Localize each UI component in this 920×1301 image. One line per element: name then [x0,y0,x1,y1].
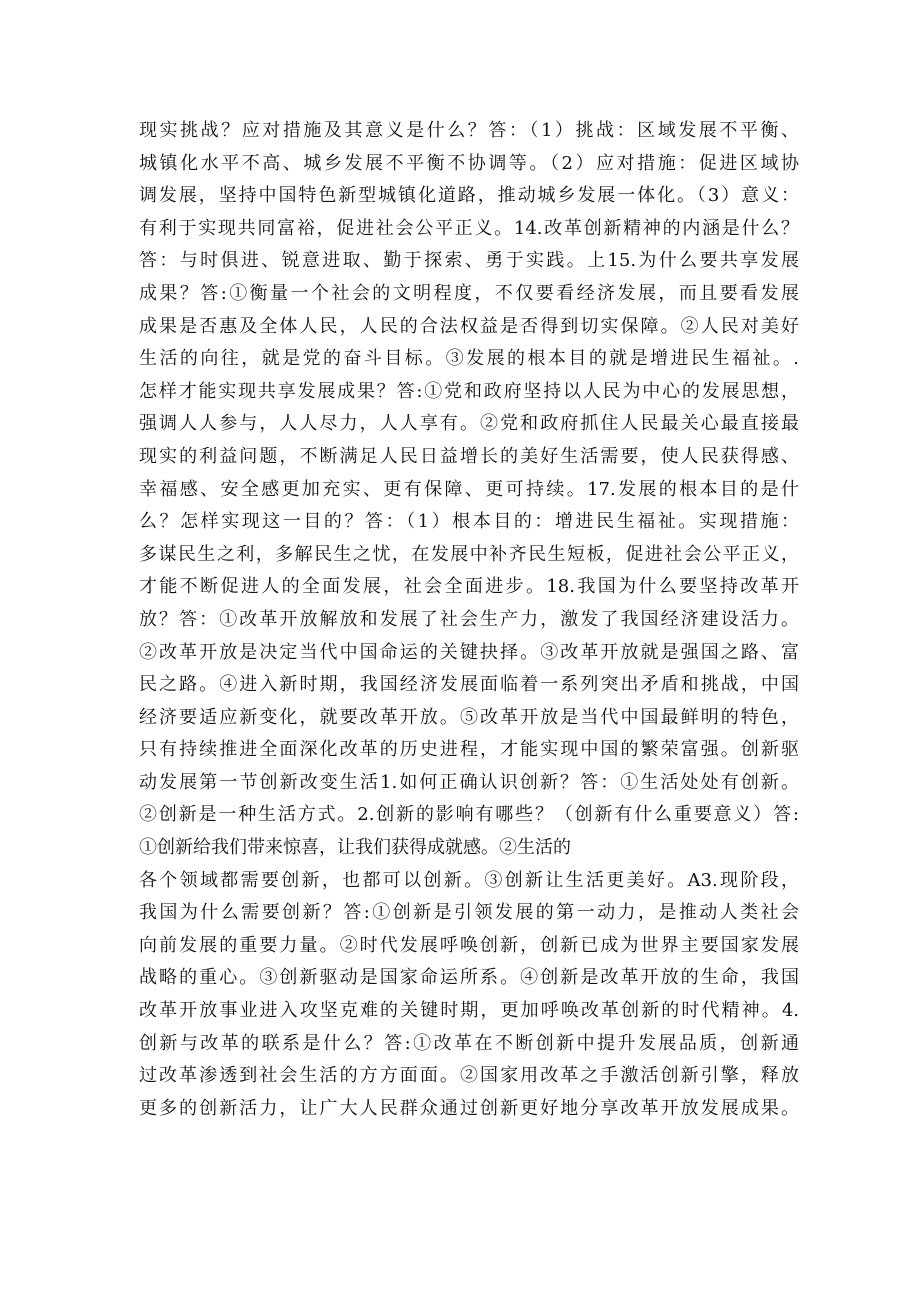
text-line: 放？答：①改革开放解放和发展了社会生产力，激发了我国经济建设活力。 [139,608,799,630]
text-line: 城镇化水平不高、城乡发展不平衡不协调等。（2）应对措施：促进区域协 [139,152,799,174]
text-line: 现实的利益问题，不断满足人民日益增长的美好生活需要，使人民获得感、 [139,445,799,467]
text-line: 战略的重心。③创新驱动是国家命运所系。④创新是改革开放的生命，我国 [139,967,799,989]
text-line: 现实挑战？应对措施及其意义是什么？答：（1）挑战：区域发展不平衡、 [139,120,799,141]
text-line: ②改革开放是决定当代中国命运的关键抉择。③改革开放就是强国之路、富 [139,641,799,663]
text-line: 调发展，坚持中国特色新型城镇化道路，推动城乡发展一体化。（3）意义： [139,185,799,207]
text-line: 怎样才能实现共享发展成果？答:①党和政府坚持以人民为中心的发展思想， [139,380,799,402]
text-line: 么？怎样实现这一目的？答：（1）根本目的：增进民生福祉。实现措施： [139,511,799,533]
text-line: 向前发展的重要力量。②时代发展呼唤创新，创新已成为世界主要国家发展 [139,934,799,956]
text-line: 成果是否惠及全体人民，人民的合法权益是否得到切实保障。②人民对美好 [139,315,799,337]
text-line: 只有持续推进全面深化改革的历史进程，才能实现中国的繁荣富强。创新驱 [139,739,799,761]
text-line: 有利于实现共同富裕，促进社会公平正义。14.改革创新精神的内涵是什么？ [139,217,799,239]
text-line: 民之路。④进入新时期，我国经济发展面临着一系列突出矛盾和挑战，中国 [139,674,799,696]
text-line: 更多的创新活力，让广大人民群众通过创新更好地分享改革开放发展成果。 [139,1097,799,1119]
document-body [139,115,799,1125]
text-line: 成果？答:①衡量一个社会的文明程度，不仅要看经济发展，而且要看发展 [139,282,799,304]
text-line: 答：与时俱进、锐意进取、勤于探索、勇于实践。上15.为什么要共享发展 [139,250,799,272]
text-line: 幸福感、安全感更加充实、更有保障、更可持续。17.发展的根本目的是什 [139,478,799,500]
text-line: 各个领域都需要创新，也都可以创新。③创新让生活更美好。A3.现阶段， [139,869,799,891]
text-line: 经济要适应新变化，就要改革开放。⑤改革开放是当代中国最鲜明的特色， [139,706,799,728]
text-line: 过改革渗透到社会生活的方方面面。②国家用改革之手激活创新引擎，释放 [139,1065,799,1087]
text-line: 才能不断促进人的全面发展，社会全面进步。18.我国为什么要坚持改革开 [139,576,799,598]
text-line: ①创新给我们带来惊喜，让我们获得成就感。②生活的 [139,837,571,859]
text-line: 创新与改革的联系是什么？答:①改革在不断创新中提升发展品质，创新通 [139,1032,799,1054]
text-line: ②创新是一种生活方式。2.创新的影响有哪些？（创新有什么重要意义）答: [139,804,799,826]
text-line: 多谋民生之利，多解民生之忧，在发展中补齐民生短板，促进社会公平正义， [139,543,799,565]
text-line: 强调人人参与，人人尽力，人人享有。②党和政府抓住人民最关心最直接最 [139,413,799,435]
text-line: 生活的向往，就是党的奋斗目标。③发展的根本目的就是增进民生福祉。. [139,348,799,370]
text-line: 改革开放事业进入攻坚克难的关键时期，更加呼唤改革创新的时代精神。4. [139,1000,799,1022]
text-line: 动发展第一节创新改变生活1.如何正确认识创新？答：①生活处处有创新。 [139,771,799,793]
text-line: 我国为什么需要创新？答:①创新是引领发展的第一动力，是推动人类社会 [139,902,799,924]
